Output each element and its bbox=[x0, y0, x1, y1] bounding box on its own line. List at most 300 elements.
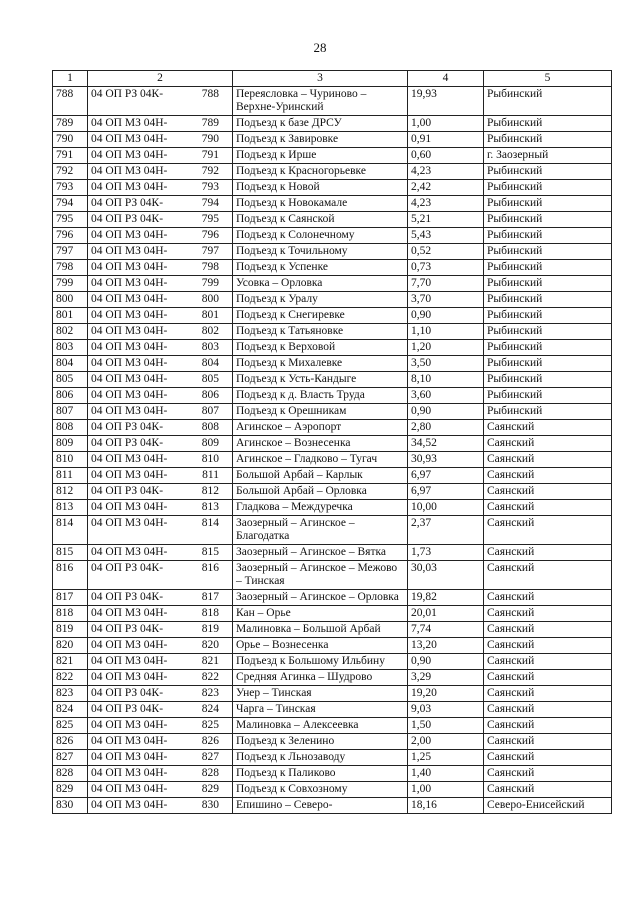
table-row bbox=[53, 244, 612, 260]
row-number: 799 bbox=[53, 276, 88, 292]
table-row bbox=[53, 622, 612, 638]
road-length: 6,97 bbox=[408, 468, 484, 484]
road-code: 04 ОП РЗ 04К- bbox=[91, 421, 164, 433]
row-number: 794 bbox=[53, 196, 88, 212]
road-code-number: 797 bbox=[201, 245, 219, 257]
road-name: Подъезд к Завировке bbox=[233, 132, 408, 148]
road-code-cell bbox=[88, 638, 233, 654]
table-row bbox=[53, 436, 612, 452]
row-number: 823 bbox=[53, 686, 88, 702]
road-code: 04 ОП РЗ 04К- bbox=[91, 703, 164, 715]
road-name: Подъезд к базе ДРСУ bbox=[233, 116, 408, 132]
row-number: 797 bbox=[53, 244, 88, 260]
road-code: 04 ОП МЗ 04Н- bbox=[91, 325, 168, 337]
road-code-cell bbox=[88, 516, 233, 545]
road-code: 04 ОП МЗ 04Н- bbox=[91, 389, 168, 401]
road-length: 20,01 bbox=[408, 606, 484, 622]
row-number: 802 bbox=[53, 324, 88, 340]
road-length: 2,00 bbox=[408, 734, 484, 750]
road-code-cell bbox=[88, 545, 233, 561]
table-row bbox=[53, 356, 612, 372]
road-name: Подъезд к Новой bbox=[233, 180, 408, 196]
road-length: 18,16 bbox=[408, 798, 484, 814]
table-row bbox=[53, 388, 612, 404]
road-code-number: 793 bbox=[201, 181, 219, 193]
table-row bbox=[53, 500, 612, 516]
row-number: 830 bbox=[53, 798, 88, 814]
road-length: 1,00 bbox=[408, 782, 484, 798]
road-code-number: 808 bbox=[201, 421, 219, 433]
row-number: 816 bbox=[53, 561, 88, 590]
road-code: 04 ОП МЗ 04Н- bbox=[91, 671, 168, 683]
road-code-cell bbox=[88, 798, 233, 814]
road-name: Орье – Вознесенка bbox=[233, 638, 408, 654]
road-code-number: 824 bbox=[201, 703, 219, 715]
road-code-cell bbox=[88, 561, 233, 590]
road-code-cell bbox=[88, 180, 233, 196]
road-name: Гладкова – Междуречка bbox=[233, 500, 408, 516]
road-length: 3,60 bbox=[408, 388, 484, 404]
road-code: 04 ОП РЗ 04К- bbox=[91, 485, 164, 497]
table-row bbox=[53, 782, 612, 798]
table-row bbox=[53, 798, 612, 814]
road-code: 04 ОП МЗ 04Н- bbox=[91, 546, 168, 558]
road-name: Епишино – Северо- bbox=[233, 798, 408, 814]
road-name: Агинское – Гладково – Тугач bbox=[233, 452, 408, 468]
road-code-number: 790 bbox=[201, 133, 219, 145]
road-name: Подъезд к Саянской bbox=[233, 212, 408, 228]
road-length: 0,90 bbox=[408, 404, 484, 420]
road-code-number: 804 bbox=[201, 357, 219, 369]
road-length: 1,00 bbox=[408, 116, 484, 132]
road-code-cell bbox=[88, 468, 233, 484]
road-name: Подъезд к Зеленино bbox=[233, 734, 408, 750]
road-length: 34,52 bbox=[408, 436, 484, 452]
road-name: Подъезд к Точильному bbox=[233, 244, 408, 260]
road-length: 10,00 bbox=[408, 500, 484, 516]
road-code: 04 ОП МЗ 04Н- bbox=[91, 655, 168, 667]
road-length: 5,43 bbox=[408, 228, 484, 244]
road-code: 04 ОП МЗ 04Н- bbox=[91, 245, 168, 257]
road-code: 04 ОП МЗ 04Н- bbox=[91, 117, 168, 129]
road-name: Заозерный – Агинское – Межово – Тинская bbox=[233, 561, 408, 590]
road-code-cell bbox=[88, 404, 233, 420]
road-code-cell bbox=[88, 420, 233, 436]
road-code-number: 815 bbox=[201, 546, 219, 558]
road-name: Подъезд к Снегиревке bbox=[233, 308, 408, 324]
table-row bbox=[53, 404, 612, 420]
header-col-4: 4 bbox=[408, 71, 484, 87]
road-code-cell bbox=[88, 766, 233, 782]
road-code-cell bbox=[88, 670, 233, 686]
road-code-number: 794 bbox=[201, 197, 219, 209]
road-length: 7,74 bbox=[408, 622, 484, 638]
road-name: Заозерный – Агинское – Благодатка bbox=[233, 516, 408, 545]
road-code-cell bbox=[88, 148, 233, 164]
road-code-cell bbox=[88, 686, 233, 702]
road-code: 04 ОП МЗ 04Н- bbox=[91, 357, 168, 369]
road-district: Рыбинский bbox=[484, 388, 612, 404]
road-length: 0,60 bbox=[408, 148, 484, 164]
row-number: 826 bbox=[53, 734, 88, 750]
header-col-1: 1 bbox=[53, 71, 88, 87]
road-code-cell bbox=[88, 734, 233, 750]
road-district: Рыбинский bbox=[484, 244, 612, 260]
road-length: 4,23 bbox=[408, 196, 484, 212]
row-number: 819 bbox=[53, 622, 88, 638]
road-code-number: 806 bbox=[201, 389, 219, 401]
road-length: 0,91 bbox=[408, 132, 484, 148]
road-code-number: 792 bbox=[201, 165, 219, 177]
road-code-cell bbox=[88, 372, 233, 388]
table-row bbox=[53, 590, 612, 606]
road-name: Унер – Тинская bbox=[233, 686, 408, 702]
table-row bbox=[53, 340, 612, 356]
road-length: 1,25 bbox=[408, 750, 484, 766]
road-district: Рыбинский bbox=[484, 260, 612, 276]
road-code-cell bbox=[88, 782, 233, 798]
road-code-cell bbox=[88, 308, 233, 324]
road-length: 30,93 bbox=[408, 452, 484, 468]
road-district: Рыбинский bbox=[484, 212, 612, 228]
table-row bbox=[53, 686, 612, 702]
road-code-cell bbox=[88, 750, 233, 766]
road-code: 04 ОП МЗ 04Н- bbox=[91, 799, 168, 811]
road-district: Саянский bbox=[484, 468, 612, 484]
road-code-cell bbox=[88, 324, 233, 340]
road-name: Подъезд к Новокамале bbox=[233, 196, 408, 212]
road-code: 04 ОП МЗ 04Н- bbox=[91, 501, 168, 513]
road-name: Подъезд к Солонечному bbox=[233, 228, 408, 244]
row-number: 803 bbox=[53, 340, 88, 356]
table-row bbox=[53, 292, 612, 308]
road-district: Рыбинский bbox=[484, 116, 612, 132]
table-row bbox=[53, 116, 612, 132]
road-code-cell bbox=[88, 244, 233, 260]
table-row bbox=[53, 132, 612, 148]
road-code: 04 ОП РЗ 04К- bbox=[91, 562, 164, 574]
road-code: 04 ОП МЗ 04Н- bbox=[91, 405, 168, 417]
row-number: 791 bbox=[53, 148, 88, 164]
road-district: Рыбинский bbox=[484, 196, 612, 212]
road-code: 04 ОП МЗ 04Н- bbox=[91, 767, 168, 779]
road-code-cell bbox=[88, 606, 233, 622]
road-name: Подъезд к Михалевке bbox=[233, 356, 408, 372]
road-name: Агинское – Аэропорт bbox=[233, 420, 408, 436]
row-number: 798 bbox=[53, 260, 88, 276]
row-number: 790 bbox=[53, 132, 88, 148]
header-col-3: 3 bbox=[233, 71, 408, 87]
road-code-number: 798 bbox=[201, 261, 219, 273]
road-code-number: 795 bbox=[201, 213, 219, 225]
road-code-cell bbox=[88, 212, 233, 228]
road-code-number: 805 bbox=[201, 373, 219, 385]
road-code: 04 ОП МЗ 04Н- bbox=[91, 261, 168, 273]
table-row bbox=[53, 164, 612, 180]
road-length: 13,20 bbox=[408, 638, 484, 654]
road-district: Рыбинский bbox=[484, 324, 612, 340]
row-number: 810 bbox=[53, 452, 88, 468]
road-district: Саянский bbox=[484, 654, 612, 670]
row-number: 792 bbox=[53, 164, 88, 180]
road-length: 8,10 bbox=[408, 372, 484, 388]
road-code-cell bbox=[88, 452, 233, 468]
road-code-number: 799 bbox=[201, 277, 219, 289]
road-name: Подъезд к Татьяновке bbox=[233, 324, 408, 340]
road-district: Саянский bbox=[484, 686, 612, 702]
road-name: Средняя Агинка – Шудрово bbox=[233, 670, 408, 686]
road-district: Саянский bbox=[484, 718, 612, 734]
road-code-number: 800 bbox=[201, 293, 219, 305]
road-name: Подъезд к Усть-Кандыге bbox=[233, 372, 408, 388]
road-code: 04 ОП МЗ 04Н- bbox=[91, 453, 168, 465]
table-body bbox=[53, 87, 612, 814]
road-length: 6,97 bbox=[408, 484, 484, 500]
row-number: 824 bbox=[53, 702, 88, 718]
road-code-number: 811 bbox=[202, 469, 219, 481]
row-number: 818 bbox=[53, 606, 88, 622]
road-name: Переясловка – Чуриново – Верхне-Уринский bbox=[233, 87, 408, 116]
road-code-number: 825 bbox=[201, 719, 219, 731]
road-code: 04 ОП РЗ 04К- bbox=[91, 437, 164, 449]
road-name: Подъезд к Паликово bbox=[233, 766, 408, 782]
row-number: 800 bbox=[53, 292, 88, 308]
road-district: Рыбинский bbox=[484, 356, 612, 372]
road-code: 04 ОП МЗ 04Н- bbox=[91, 719, 168, 731]
table-row bbox=[53, 516, 612, 545]
road-code-number: 796 bbox=[201, 229, 219, 241]
road-code-cell bbox=[88, 622, 233, 638]
road-name: Подъезд к Верховой bbox=[233, 340, 408, 356]
road-code-number: 812 bbox=[201, 485, 219, 497]
road-code-number: 789 bbox=[201, 117, 219, 129]
road-code-number: 814 bbox=[201, 517, 219, 529]
road-code: 04 ОП МЗ 04Н- bbox=[91, 229, 168, 241]
road-code: 04 ОП МЗ 04Н- bbox=[91, 735, 168, 747]
road-code-number: 791 bbox=[201, 149, 219, 161]
row-number: 801 bbox=[53, 308, 88, 324]
road-name: Малиновка – Большой Арбай bbox=[233, 622, 408, 638]
road-code-cell bbox=[88, 388, 233, 404]
road-district: Рыбинский bbox=[484, 164, 612, 180]
road-name: Заозерный – Агинское – Вятка bbox=[233, 545, 408, 561]
table-row bbox=[53, 260, 612, 276]
header-col-2: 2 bbox=[88, 71, 233, 87]
road-district: Рыбинский bbox=[484, 340, 612, 356]
row-number: 814 bbox=[53, 516, 88, 545]
road-code: 04 ОП МЗ 04Н- bbox=[91, 181, 168, 193]
row-number: 805 bbox=[53, 372, 88, 388]
table-row bbox=[53, 468, 612, 484]
road-district: Саянский bbox=[484, 622, 612, 638]
road-code: 04 ОП МЗ 04Н- bbox=[91, 751, 168, 763]
table-row bbox=[53, 670, 612, 686]
road-code-number: 801 bbox=[201, 309, 219, 321]
table-row bbox=[53, 734, 612, 750]
road-district: Рыбинский bbox=[484, 372, 612, 388]
table-header-row bbox=[53, 71, 612, 87]
table-row bbox=[53, 702, 612, 718]
road-code-cell bbox=[88, 116, 233, 132]
road-code-cell bbox=[88, 340, 233, 356]
road-code-number: 828 bbox=[201, 767, 219, 779]
road-district: Саянский bbox=[484, 545, 612, 561]
road-name: Подъезд к Уралу bbox=[233, 292, 408, 308]
road-code-cell bbox=[88, 276, 233, 292]
table-row bbox=[53, 452, 612, 468]
row-number: 807 bbox=[53, 404, 88, 420]
row-number: 817 bbox=[53, 590, 88, 606]
table-row bbox=[53, 228, 612, 244]
road-district: Рыбинский bbox=[484, 180, 612, 196]
road-code-number: 816 bbox=[201, 562, 219, 574]
table-row bbox=[53, 148, 612, 164]
road-code: 04 ОП РЗ 04К- bbox=[91, 213, 164, 225]
road-district: Рыбинский bbox=[484, 276, 612, 292]
road-name: Чарга – Тинская bbox=[233, 702, 408, 718]
road-code-cell bbox=[88, 228, 233, 244]
road-district: Саянский bbox=[484, 590, 612, 606]
road-length: 1,50 bbox=[408, 718, 484, 734]
road-length: 3,50 bbox=[408, 356, 484, 372]
row-number: 828 bbox=[53, 766, 88, 782]
road-name: Подъезд к Красногорьевке bbox=[233, 164, 408, 180]
road-length: 0,90 bbox=[408, 308, 484, 324]
road-name: Заозерный – Агинское – Орловка bbox=[233, 590, 408, 606]
row-number: 825 bbox=[53, 718, 88, 734]
road-name: Кан – Орье bbox=[233, 606, 408, 622]
table-row bbox=[53, 606, 612, 622]
table-row bbox=[53, 545, 612, 561]
road-code-number: 818 bbox=[201, 607, 219, 619]
row-number: 789 bbox=[53, 116, 88, 132]
road-name: Подъезд к Большому Ильбину bbox=[233, 654, 408, 670]
table-row bbox=[53, 324, 612, 340]
page-number: 28 bbox=[313, 40, 327, 55]
row-number: 813 bbox=[53, 500, 88, 516]
road-code-cell bbox=[88, 718, 233, 734]
road-code: 04 ОП МЗ 04Н- bbox=[91, 133, 168, 145]
road-code-number: 823 bbox=[201, 687, 219, 699]
table-row bbox=[53, 212, 612, 228]
road-code-cell bbox=[88, 654, 233, 670]
road-length: 1,10 bbox=[408, 324, 484, 340]
row-number: 820 bbox=[53, 638, 88, 654]
road-length: 19,82 bbox=[408, 590, 484, 606]
row-number: 827 bbox=[53, 750, 88, 766]
road-code: 04 ОП РЗ 04К- bbox=[91, 591, 164, 603]
road-length: 4,23 bbox=[408, 164, 484, 180]
road-district: Саянский bbox=[484, 452, 612, 468]
road-district: Саянский bbox=[484, 638, 612, 654]
road-code: 04 ОП МЗ 04Н- bbox=[91, 607, 168, 619]
road-district: Саянский bbox=[484, 516, 612, 545]
road-code-cell bbox=[88, 87, 233, 116]
road-length: 19,20 bbox=[408, 686, 484, 702]
road-name: Малиновка – Алексеевка bbox=[233, 718, 408, 734]
road-code-number: 788 bbox=[201, 88, 219, 100]
road-code-cell bbox=[88, 292, 233, 308]
road-length: 2,42 bbox=[408, 180, 484, 196]
road-length: 1,73 bbox=[408, 545, 484, 561]
road-code-number: 821 bbox=[201, 655, 219, 667]
road-length: 0,73 bbox=[408, 260, 484, 276]
road-code-number: 819 bbox=[201, 623, 219, 635]
road-length: 1,40 bbox=[408, 766, 484, 782]
road-code-number: 822 bbox=[201, 671, 219, 683]
header-col-5: 5 bbox=[484, 71, 612, 87]
road-code: 04 ОП МЗ 04Н- bbox=[91, 373, 168, 385]
table-row bbox=[53, 196, 612, 212]
road-code-cell bbox=[88, 260, 233, 276]
table-row bbox=[53, 750, 612, 766]
road-district: Саянский bbox=[484, 436, 612, 452]
road-name: Усовка – Орловка bbox=[233, 276, 408, 292]
road-name: Подъезд к Совхозному bbox=[233, 782, 408, 798]
road-code: 04 ОП МЗ 04Н- bbox=[91, 639, 168, 651]
road-code: 04 ОП МЗ 04Н- bbox=[91, 341, 168, 353]
road-length: 3,70 bbox=[408, 292, 484, 308]
road-name: Подъезд к Успенке bbox=[233, 260, 408, 276]
road-length: 9,03 bbox=[408, 702, 484, 718]
road-code-number: 802 bbox=[201, 325, 219, 337]
road-length: 3,29 bbox=[408, 670, 484, 686]
road-district: Рыбинский bbox=[484, 308, 612, 324]
road-code-number: 813 bbox=[201, 501, 219, 513]
road-name: Подъезд к Орешникам bbox=[233, 404, 408, 420]
road-code: 04 ОП МЗ 04Н- bbox=[91, 277, 168, 289]
row-number: 806 bbox=[53, 388, 88, 404]
row-number: 793 bbox=[53, 180, 88, 196]
road-code-number: 827 bbox=[201, 751, 219, 763]
road-code: 04 ОП МЗ 04Н- bbox=[91, 165, 168, 177]
road-length: 0,52 bbox=[408, 244, 484, 260]
road-code: 04 ОП РЗ 04К- bbox=[91, 88, 164, 100]
road-district: Саянский bbox=[484, 766, 612, 782]
road-code-cell bbox=[88, 132, 233, 148]
road-district: Рыбинский bbox=[484, 228, 612, 244]
road-district: Саянский bbox=[484, 420, 612, 436]
road-district: Саянский bbox=[484, 561, 612, 590]
road-code-cell bbox=[88, 500, 233, 516]
road-district: Саянский bbox=[484, 670, 612, 686]
road-district: Саянский bbox=[484, 484, 612, 500]
road-district: Саянский bbox=[484, 782, 612, 798]
road-district: Саянский bbox=[484, 750, 612, 766]
row-number: 811 bbox=[53, 468, 88, 484]
table-row bbox=[53, 420, 612, 436]
road-code-number: 829 bbox=[201, 783, 219, 795]
road-district: Саянский bbox=[484, 734, 612, 750]
row-number: 795 bbox=[53, 212, 88, 228]
road-length: 19,93 bbox=[408, 87, 484, 116]
table-row bbox=[53, 484, 612, 500]
road-length: 2,80 bbox=[408, 420, 484, 436]
table-row bbox=[53, 372, 612, 388]
road-code-cell bbox=[88, 196, 233, 212]
table-row bbox=[53, 561, 612, 590]
road-district: Саянский bbox=[484, 500, 612, 516]
row-number: 815 bbox=[53, 545, 88, 561]
road-code: 04 ОП МЗ 04Н- bbox=[91, 783, 168, 795]
road-name: Агинское – Вознесенка bbox=[233, 436, 408, 452]
table-row bbox=[53, 87, 612, 116]
road-code: 04 ОП МЗ 04Н- bbox=[91, 309, 168, 321]
road-code: 04 ОП МЗ 04Н- bbox=[91, 293, 168, 305]
road-code-cell bbox=[88, 164, 233, 180]
road-code-cell bbox=[88, 702, 233, 718]
roads-table bbox=[52, 70, 612, 814]
